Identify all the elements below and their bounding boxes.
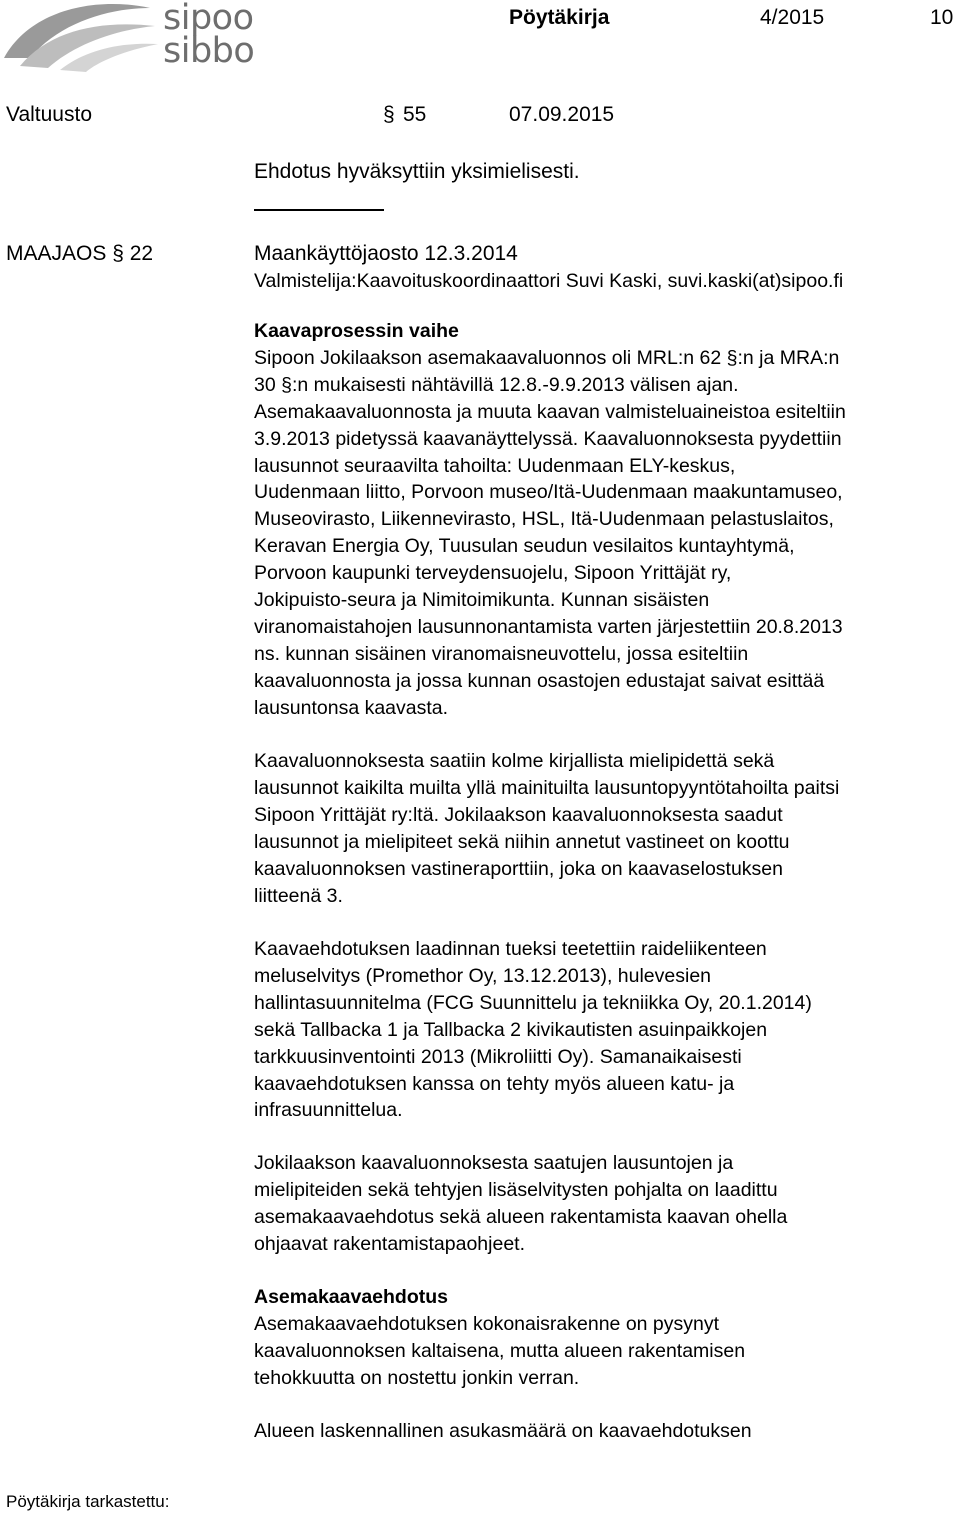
content-block-6 [254, 1418, 960, 1445]
para4-line: mielipiteiden sekä tehtyjen lisäselvitysten pohjalta on laadittu [254, 1178, 778, 1201]
para1-line: Porvoon kaupunki terveydensuojelu, Sipoon Yrittäjät ry, [254, 562, 732, 585]
logo-text-sipoo: sipoo [163, 0, 254, 38]
para1-line: viranomaistahojen lausunnonantamista varten järjestettiin 20.8.2013 [254, 615, 843, 638]
para5-line: Asemakaavaehdotuksen kokonaisrakenne on pysynyt [254, 1312, 720, 1335]
para3-line: sekä Tallbacka 1 ja Tallbacka 2 kivikautisten asuinpaikkojen [254, 1018, 768, 1041]
para3-line: kaavaehdotuksen kanssa on tehty myös alueen katu- ja [254, 1072, 735, 1095]
para4-line: asemakaavaehdotus sekä alueen rakentamista kaavan ohella [254, 1205, 788, 1228]
para1-line: ns. kunnan sisäinen viranomaisneuvottelu, jossa esiteltiin [254, 642, 749, 665]
heading-kaavaprosessin-vaihe: Kaavaprosessin vaihe [254, 320, 459, 342]
decision-text: Ehdotus hyväksyttiin yksimielisesti. [254, 160, 580, 183]
para1-line: Uudenmaan liitto, Porvoon museo/Itä-Uudenmaan maakuntamuseo, [254, 481, 843, 504]
para2-line: lausunnot kaikilta muilta yllä mainituilta lausuntopyyntötahoilta paitsi [254, 776, 840, 799]
para4-line: Jokilaakson kaavaluonnoksesta saatujen lausuntojen ja [254, 1152, 734, 1174]
section-sign: § [383, 103, 395, 126]
history-ref [6, 242, 153, 266]
para5-line: kaavaluonnoksen kaltaisena, mutta alueen rakentamisen [254, 1339, 746, 1362]
para1-line: lausuntonsa kaavasta. [254, 696, 449, 719]
para1-line: 30 §:n mukaisesti nähtävillä 12.8.-9.9.2013 välisen ajan. [254, 373, 739, 396]
meeting-section: 55 [403, 103, 427, 126]
heading-asemakaavaehdotus: Asemakaavaehdotus [254, 1286, 449, 1308]
history-committee: Maankäyttöjaosto 12.3.2014 [254, 242, 518, 265]
para1-line: Asemakaavaluonnosta ja muuta kaavan valmisteluaineistoa esiteltiin [254, 400, 846, 423]
meeting-date: 07.09.2015 [509, 103, 615, 126]
meeting-body: Valtuusto [6, 103, 92, 126]
history-preparer: Valmistelija:Kaavoituskoordinaattori Suvi Kaski, suvi.kaski(at)sipoo.fi [254, 270, 844, 292]
content-block-2 [254, 748, 960, 909]
history-section-sign: § [112, 242, 124, 265]
para3-line: Kaavaehdotuksen laadinnan tueksi teetettiin raideliikenteen [254, 938, 767, 960]
history-ref-section: 22 [129, 242, 154, 265]
para6-line: Alueen laskennallinen asukasmäärä on kaavaehdotuksen [254, 1420, 752, 1442]
para1-line: Museovirasto, Liikennevirasto, HSL, Itä-Uudenmaan pelastuslaitos, [254, 508, 834, 531]
para1-line: Jokipuisto-seura ja Nimitoimikunta. Kunnan sisäisten [254, 589, 710, 612]
para2-line: lausunnot ja mielipiteet sekä niihin annetut vastineet on koottu [254, 830, 790, 853]
para5-line: tehokkuutta on nostettu jonkin verran. [254, 1366, 580, 1389]
separator-rule [254, 209, 384, 211]
para1-line: lausunnot seuraavilta tahoilta: Uudenmaan ELY-keskus, [254, 454, 736, 477]
para2-line: Kaavaluonnoksesta saatiin kolme kirjallista mielipidettä sekä [254, 750, 775, 772]
document-type: Pöytäkirja [509, 6, 610, 29]
para3-line: hallintasuunnitelma (FCG Suunnittelu ja tekniikka Oy, 20.1.2014) [254, 991, 812, 1014]
content-block-3 [254, 936, 960, 1124]
para1-line: Keravan Energia Oy, Tuusulan seudun vesilaitos kuntayhtymä, [254, 535, 795, 558]
para3-line: tarkkuusinventointi 2013 (Mikroliitti Oy). Samanaikaisesti [254, 1045, 742, 1068]
content-block-4 [254, 1150, 960, 1258]
footer-checked-label: Pöytäkirja tarkastettu: [6, 1492, 170, 1511]
para1-line: kaavaluonnosta ja jossa kunnan osastojen edustajat saivat esittää [254, 669, 825, 692]
para3-line: meluselvitys (Promethor Oy, 13.12.2013), hulevesien [254, 964, 712, 987]
history-ref-label: MAAJAOS [6, 242, 107, 265]
para4-line: ohjaavat rakentamistapaohjeet. [254, 1232, 526, 1255]
para1-line: 3.9.2013 pidetyssä kaavanäyttelyssä. Kaavaluonnoksesta pyydettiin [254, 427, 842, 450]
logo-text-sibbo: sibbo [163, 31, 255, 71]
document-number: 4/2015 [760, 6, 825, 29]
page-number: 10 [930, 6, 954, 29]
para1-line: Sipoon Jokilaakson asemakaavaluonnos oli MRL:n 62 §:n ja MRA:n [254, 346, 840, 369]
para3-line: infrasuunnittelua. [254, 1099, 403, 1122]
content-block-5 [254, 1284, 960, 1392]
sipoo-sibbo-logo [0, 0, 260, 72]
para2-line: liitteenä 3. [254, 884, 343, 907]
logo-swirl-icon [0, 0, 160, 72]
content-block-1 [254, 318, 960, 722]
para2-line: kaavaluonnoksen vastineraporttiin, joka on kaavaselostuksen [254, 857, 783, 880]
para2-line: Sipoon Yrittäjät ry:ltä. Jokilaakson kaavaluonnoksesta saadut [254, 803, 783, 826]
